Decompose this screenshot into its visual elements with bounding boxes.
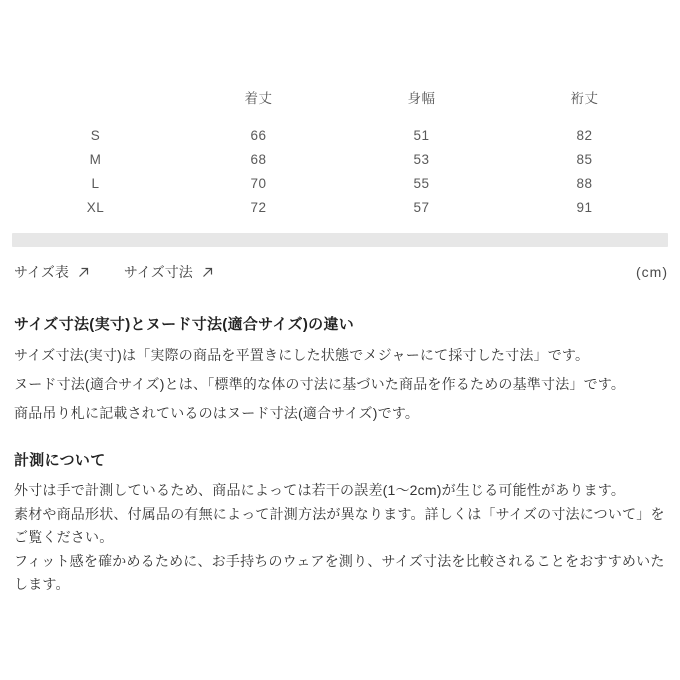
table-column-header-sleeve: 裄丈 — [570, 91, 599, 106]
section-paragraph: 素材や商品形状、付属品の有無によって計測方法が異なります。詳しくは「サイズの寸法について」をご覧ください。 — [14, 505, 665, 545]
table-column-header-width: 身幅 — [407, 91, 436, 106]
section-paragraph: 外寸は手で計測しているため、商品によっては若干の誤差(1〜2cm)が生じる可能性があります。 — [14, 482, 626, 498]
section-heading: サイズ寸法(実寸)とヌード寸法(適合サイズ)の違い — [14, 316, 355, 333]
size-measure-link[interactable] — [124, 262, 214, 282]
table-cell: 55 — [413, 175, 430, 191]
arrow-up-right-icon — [201, 266, 214, 279]
table-cell: 85 — [576, 151, 593, 167]
size-chart-link[interactable] — [14, 262, 90, 282]
section-size-definition — [14, 314, 669, 425]
size-info-content — [14, 314, 669, 597]
size-table — [14, 86, 666, 219]
section-paragraph: ヌード寸法(適合サイズ)とは、「標準的な体の寸法に基づいた商品を作るための基準寸法」です。 — [14, 376, 626, 392]
table-column-header-length: 着丈 — [244, 91, 273, 106]
section-paragraph: サイズ寸法(実寸)は「実際の商品を平置きにした状態でメジャーにて採寸した寸法」です。 — [14, 347, 590, 363]
table-header-spacer — [14, 108, 666, 123]
arrow-up-right-icon — [77, 266, 90, 279]
table-cell: 51 — [413, 127, 430, 143]
table-cell: 66 — [250, 127, 267, 143]
section-measurement-notes — [14, 450, 669, 597]
table-cell: 82 — [576, 127, 593, 143]
section-heading: 計測について — [14, 452, 106, 469]
table-links-row — [14, 261, 668, 283]
table-cell: 57 — [413, 199, 430, 215]
table-row-size-label: M — [89, 151, 102, 167]
table-row-size-label: S — [90, 127, 101, 143]
size-measure-link-label: サイズ寸法 — [123, 264, 193, 280]
unit-label-cm: (cm) — [636, 264, 668, 280]
table-cell: 72 — [250, 199, 267, 215]
section-paragraph: 商品吊り札に記載されているのはヌード寸法(適合サイズ)です。 — [14, 405, 420, 421]
table-cell: 91 — [576, 199, 593, 215]
table-row-size-label: L — [91, 175, 100, 191]
table-cell: 68 — [250, 151, 267, 167]
table-scrollbar-track[interactable] — [12, 233, 668, 247]
table-cell: 70 — [250, 175, 267, 191]
size-chart-link-label: サイズ表 — [14, 264, 69, 280]
table-row-size-label: XL — [86, 199, 105, 215]
section-paragraph: フィット感を確かめるために、お手持ちのウェアを測り、サイズ寸法を比較されることをおすすめいたします。 — [14, 552, 665, 592]
table-cell: 88 — [576, 175, 593, 191]
table-cell: 53 — [413, 151, 430, 167]
